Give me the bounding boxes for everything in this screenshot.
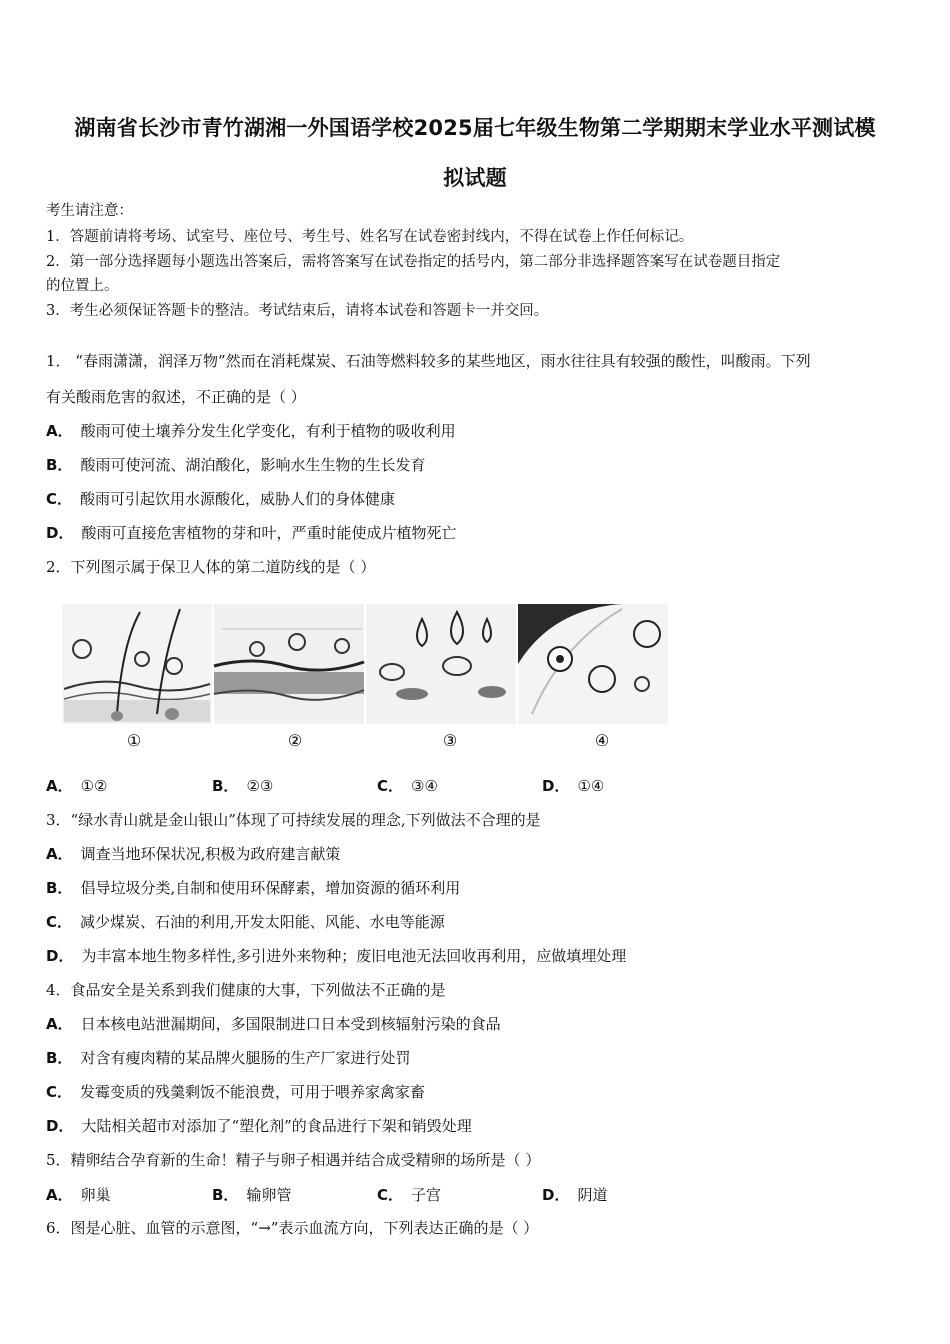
figure-panel-2 (214, 604, 364, 724)
q4-option-b: B． 对含有瘦肉精的某品牌火腿肠的生产厂家进行处罚 (46, 1049, 411, 1067)
q5-stem: 5．精卵结合孕育新的生命！精子与卵子相遇并结合成受精卵的场所是（ ） (46, 1151, 541, 1169)
q2-option-b: B． ②③ (212, 777, 274, 795)
notice-heading: 考生请注意： (46, 203, 133, 219)
figure-label-3: ③ (442, 731, 458, 750)
q3-option-c: C． 减少煤炭、石油的利用,开发太阳能、风能、水电等能源 (46, 913, 445, 931)
title-line-1: 湖南省长沙市青竹湖湘一外国语学校2025届七年级生物第二学期期末学业水平测试模 (74, 116, 876, 140)
q1-stem-cont: 有关酸雨危害的叙述，不正确的是（ ） (46, 388, 306, 406)
figure-panel-1 (62, 604, 212, 724)
notice-item: 2．第一部分选择题每小题选出答案后，需将答案写在试卷指定的括号内，第二部分非选择题答案写在试卷题目指定 (46, 254, 781, 270)
q5-option-b: B． 输卵管 (212, 1186, 292, 1204)
q3-stem: 3．“绿水青山就是金山银山”体现了可持续发展的理念,下列做法不合理的是 (46, 811, 541, 829)
q2-options (46, 775, 746, 795)
q1-option-b: B． 酸雨可使河流、湖泊酸化，影响水生生物的生长发育 (46, 456, 426, 474)
q5-option-d: D． 阴道 (542, 1186, 608, 1204)
notice-item: 3．考生必须保证答题卡的整洁。考试结束后，请将本试卷和答题卡一并交回。 (46, 303, 549, 319)
q4-stem: 4．食品安全是关系到我们健康的大事，下列做法不正确的是 (46, 981, 446, 999)
notice-item: 的位置上。 (46, 278, 119, 294)
q5-options (46, 1184, 746, 1204)
q5-option-c: C． 子宫 (377, 1186, 442, 1204)
q1-option-a: A． 酸雨可使土壤养分发生化学变化，有利于植物的吸收利用 (46, 422, 456, 440)
q4-option-a: A． 日本核电站泄漏期间，多国限制进口日本受到核辐射污染的食品 (46, 1015, 501, 1033)
q2-stem: 2．下列图示属于保卫人体的第二道防线的是（ ） (46, 558, 376, 576)
q3-option-a: A． 调查当地环保状况,积极为政府建言献策 (46, 845, 341, 863)
q3-option-b: B． 倡导垃圾分类,自制和使用环保酵素，增加资源的循环利用 (46, 879, 461, 897)
q3-option-d: D． 为丰富本地生物多样性,多引进外来物种；废旧电池无法回收再利用，应做填埋处理 (46, 947, 627, 965)
figure-label-1: ① (126, 731, 142, 750)
figure-panel-4 (518, 604, 668, 724)
q2-option-a: A． ①② (46, 777, 108, 795)
notice-item: 1．答题前请将考场、试室号、座位号、考生号、姓名写在试卷密封线内，不得在试卷上作任何标记。 (46, 229, 694, 245)
q1-option-c: C． 酸雨可引起饮用水源酸化，威胁人们的身体健康 (46, 490, 396, 508)
immune-defense-figure (62, 604, 668, 754)
q4-option-d: D． 大陆相关超市对添加了“塑化剂”的食品进行下架和销毁处理 (46, 1117, 472, 1135)
q2-option-c: C． ③④ (377, 777, 438, 795)
title-line-2: 拟试题 (443, 166, 507, 190)
figure-label-4: ④ (594, 731, 610, 750)
q2-option-d: D． ①④ (542, 777, 605, 795)
q5-option-a: A． 卵巢 (46, 1186, 111, 1204)
figure-label-2: ② (287, 731, 303, 750)
q6-stem: 6．图是心脏、血管的示意图，“→”表示血流方向，下列表达正确的是（ ） (46, 1219, 539, 1237)
figure-panel-3 (366, 604, 516, 724)
q4-option-c: C． 发霉变质的残羹剩饭不能浪费，可用于喂养家禽家畜 (46, 1083, 426, 1101)
q1-option-d: D． 酸雨可直接危害植物的芽和叶，严重时能使成片植物死亡 (46, 524, 457, 542)
q1-stem: 1． “春雨潇潇，润泽万物”然而在消耗煤炭、石油等燃料较多的某些地区，雨水往往具有较强的酸性，叫酸雨。下列 (46, 352, 811, 370)
